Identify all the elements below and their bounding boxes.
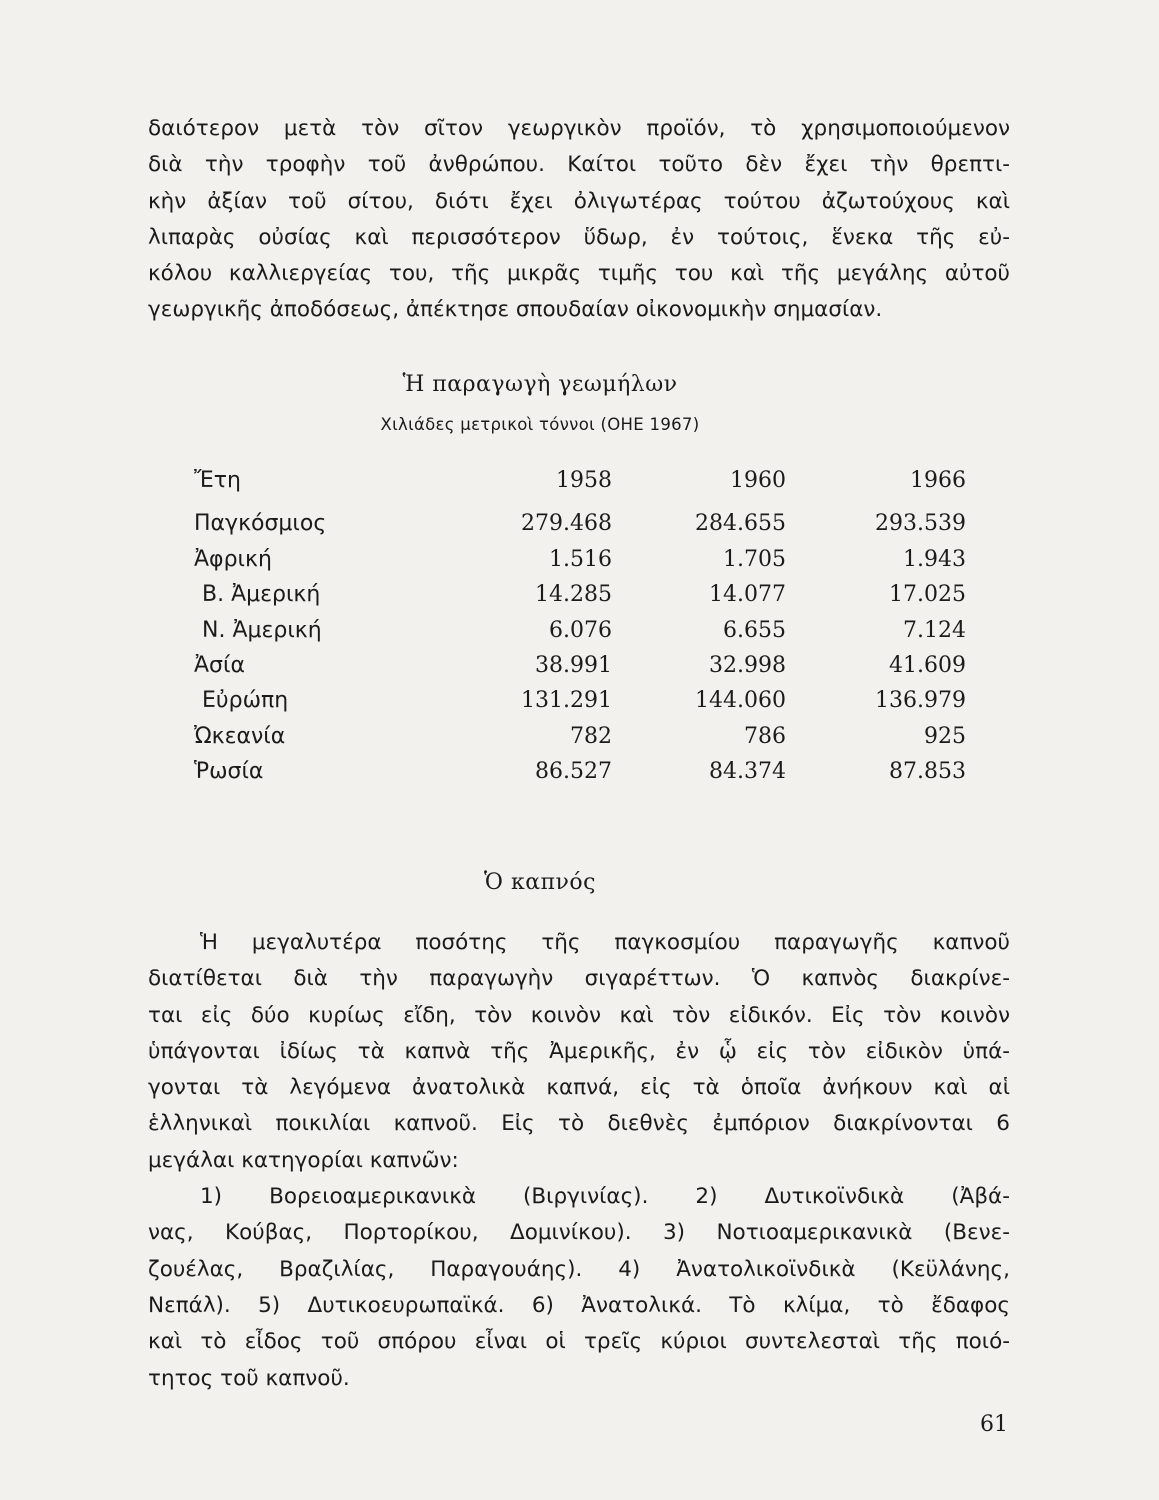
header-1966: 1966 xyxy=(910,468,966,493)
header-years: Ἔτη xyxy=(194,468,241,493)
table-row xyxy=(194,754,974,789)
header-1960: 1960 xyxy=(730,468,786,493)
text-line: Ἡ μεγαλυτέρα ποσότης τῆς παγκοσμίου παραγωγῆς καπνοῦ xyxy=(200,930,1010,955)
text-line: λιπαρὰς οὐσίας καὶ περισσότερον ὕδωρ, ἐν τούτοις, ἕνεκα τῆς εὐ- xyxy=(148,224,1010,250)
paragraph-potatoes xyxy=(148,111,1010,329)
table-subtitle: Χιλιάδες μετρικοὶ τόννοι (ΟΗΕ 1967) xyxy=(380,415,700,434)
table-row xyxy=(194,506,974,541)
header-1958: 1958 xyxy=(556,468,612,493)
cell-1958: 6.076 xyxy=(549,617,612,643)
potato-production-table xyxy=(194,463,974,790)
row-label: Εὐρώπη xyxy=(202,688,289,714)
text-line: μεγάλαι κατηγορίαι καπνῶν: xyxy=(148,1147,459,1173)
text-line: ζουέλας, Βραζιλίας, Παραγουάης). 4) Ἀνατολικοϊνδικὰ (Κεϋλάνης, xyxy=(148,1256,1010,1282)
text-line: νας, Κούβας, Πορτορίκου, Δομινίκου). 3) Νοτιοαμερικανικὰ (Βενε- xyxy=(148,1220,1010,1246)
table-row xyxy=(194,648,974,683)
row-label: Β. Ἀμερική xyxy=(202,582,321,608)
row-label: Ἀφρική xyxy=(194,546,272,572)
table-header-row xyxy=(194,463,974,498)
text-line: διατίθεται διὰ τὴν παραγωγὴν σιγαρέττων. Ὁ καπνὸς διακρίνε- xyxy=(148,966,1010,992)
cell-1966: 1.943 xyxy=(903,546,966,572)
cell-1960: 1.705 xyxy=(723,546,786,572)
table-row xyxy=(194,719,974,754)
cell-1966: 925 xyxy=(924,723,966,749)
text-line: ἑλληνικαὶ ποικιλίαι καπνοῦ. Εἰς τὸ διεθνὲς ἐμπόριον διακρίνονται 6 xyxy=(148,1111,1010,1137)
cell-1958: 14.285 xyxy=(535,582,612,608)
section-title: Ὁ καπνός xyxy=(484,870,596,895)
cell-1960: 786 xyxy=(744,723,786,749)
cell-1960: 84.374 xyxy=(709,759,786,785)
table-row xyxy=(194,683,974,718)
cell-1960: 284.655 xyxy=(695,511,786,537)
text-line: Νεπάλ). 5) Δυτικοευρωπαϊκά. 6) Ἀνατολικά. Τὸ κλίμα, τὸ ἔδαφος xyxy=(148,1292,1010,1318)
cell-1966: 41.609 xyxy=(889,652,966,678)
cell-1966: 136.979 xyxy=(875,688,966,714)
table-row xyxy=(194,613,974,648)
text-line: κὴν ἀξίαν τοῦ σίτου, διότι ἔχει ὀλιγωτέρας τούτου ἀζωτούχους καὶ xyxy=(148,188,1010,214)
row-label: Ἀσία xyxy=(194,652,245,678)
cell-1958: 38.991 xyxy=(535,652,612,678)
table-row xyxy=(194,542,974,577)
cell-1958: 86.527 xyxy=(535,759,612,785)
text-line: γεωργικῆς ἀποδόσεως, ἀπέκτησε σπουδαίαν οἰκονομικὴν σημασίαν. xyxy=(148,297,883,323)
cell-1958: 279.468 xyxy=(521,511,612,537)
text-line: καὶ τὸ εἶδος τοῦ σπόρου εἶναι οἱ τρεῖς κύριοι συντελεσταὶ τῆς ποιό- xyxy=(148,1329,1010,1355)
page-number: 61 xyxy=(980,1412,1008,1437)
row-label: Ν. Ἀμερική xyxy=(202,617,322,643)
text-line: δαιότερον μετὰ τὸν σῖτον γεωργικὸν προϊόν, τὸ χρησιμοποιούμενον xyxy=(148,116,1010,141)
table-title: Ἡ παραγωγὴ γεωμήλων xyxy=(402,372,678,397)
row-label: Ῥωσία xyxy=(194,759,264,785)
text-line: ται εἰς δύο κυρίως εἴδη, τὸν κοινὸν καὶ τὸν εἰδικόν. Εἰς τὸν κοινὸν xyxy=(148,1002,1010,1028)
text-line: 1) Βορειοαμερικανικὰ (Βιργινίας). 2) Δυτικοϊνδικὰ (Ἀβά- xyxy=(200,1184,1010,1210)
cell-1960: 6.655 xyxy=(723,617,786,643)
paragraph-tobacco xyxy=(148,925,1010,1397)
cell-1966: 293.539 xyxy=(875,511,966,537)
cell-1966: 17.025 xyxy=(889,582,966,608)
cell-1958: 1.516 xyxy=(549,546,612,572)
text-line: διὰ τὴν τροφὴν τοῦ ἀνθρώπου. Καίτοι τοῦτο δὲν ἔχει τὴν θρεπτι- xyxy=(148,152,1010,178)
text-line: τητος τοῦ καπνοῦ. xyxy=(148,1365,350,1391)
text-line: κόλου καλλιεργείας του, τῆς μικρᾶς τιμῆς του καὶ τῆς μεγάλης αὐτοῦ xyxy=(148,261,1010,287)
text-line: γονται τὰ λεγόμενα ἀνατολικὰ καπνά, εἰς τὰ ὁποῖα ἀνήκουν καὶ αἱ xyxy=(148,1075,1010,1101)
cell-1958: 782 xyxy=(570,723,612,749)
cell-1960: 14.077 xyxy=(709,582,786,608)
row-label: Παγκόσμιος xyxy=(194,511,327,537)
row-label: Ὠκεανία xyxy=(194,723,286,749)
cell-1958: 131.291 xyxy=(521,688,612,714)
cell-1966: 87.853 xyxy=(889,759,966,785)
cell-1960: 144.060 xyxy=(695,688,786,714)
table-row xyxy=(194,577,974,612)
text-line: ὑπάγονται ἰδίως τὰ καπνὰ τῆς Ἀμερικῆς, ἐν ᾧ εἰς τὸν εἰδικὸν ὑπά- xyxy=(148,1038,1010,1064)
cell-1960: 32.998 xyxy=(709,652,786,678)
cell-1966: 7.124 xyxy=(903,617,966,643)
